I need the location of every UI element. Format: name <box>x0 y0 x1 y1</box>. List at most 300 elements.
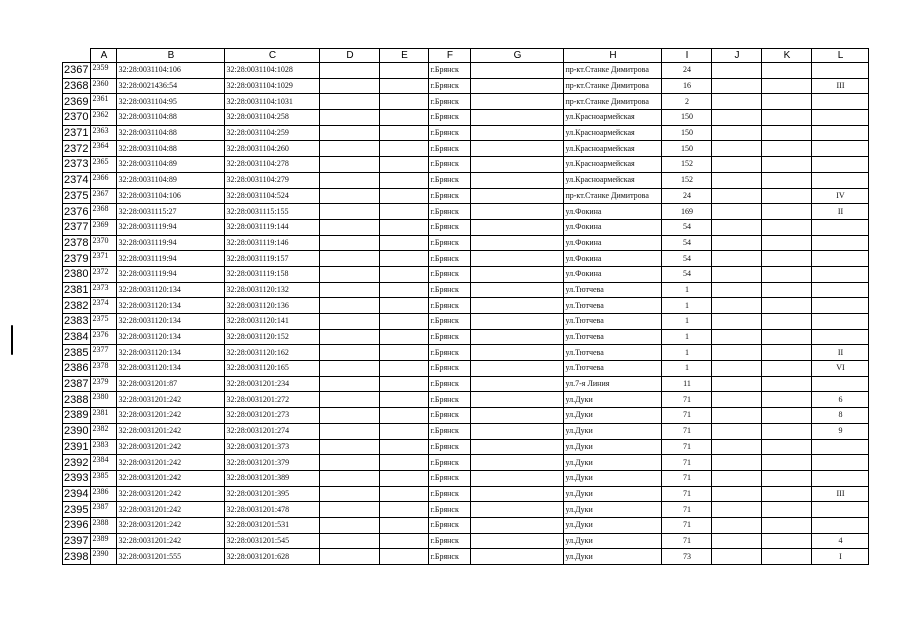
cell-j[interactable] <box>712 219 762 235</box>
cell-f[interactable]: г.Брянск <box>429 345 471 361</box>
cell-h[interactable]: ул.Фокина <box>564 204 662 220</box>
cell-a[interactable]: 2370 <box>91 235 117 251</box>
cell-g[interactable] <box>471 235 564 251</box>
cell-j[interactable] <box>712 204 762 220</box>
cell-a[interactable]: 2379 <box>91 376 117 392</box>
cell-d[interactable] <box>320 376 380 392</box>
cell-h[interactable]: ул.Дуки <box>564 502 662 518</box>
cell-c[interactable]: 32:28:0031201:272 <box>225 392 320 408</box>
cell-c[interactable]: 32:28:0031201:628 <box>225 549 320 565</box>
cell-l[interactable]: 4 <box>812 533 869 549</box>
cell-l[interactable] <box>812 219 869 235</box>
cell-a[interactable]: 2385 <box>91 470 117 486</box>
cell-e[interactable] <box>380 78 429 94</box>
cell-b[interactable]: 32:28:0031115:27 <box>117 204 225 220</box>
cell-i[interactable]: 71 <box>662 486 712 502</box>
cell-k[interactable] <box>762 470 812 486</box>
cell-k[interactable] <box>762 314 812 330</box>
cell-b[interactable]: 32:28:0031104:88 <box>117 110 225 126</box>
column-header-c[interactable]: C <box>225 49 320 63</box>
cell-f[interactable]: г.Брянск <box>429 361 471 377</box>
cell-j[interactable] <box>712 63 762 79</box>
cell-h[interactable]: ул.7-я Линия <box>564 376 662 392</box>
cell-e[interactable] <box>380 157 429 173</box>
cell-g[interactable] <box>471 251 564 267</box>
cell-h[interactable]: ул.Дуки <box>564 470 662 486</box>
cell-j[interactable] <box>712 78 762 94</box>
cell-b[interactable]: 32:28:0031201:242 <box>117 470 225 486</box>
cell-e[interactable] <box>380 188 429 204</box>
cell-j[interactable] <box>712 455 762 471</box>
cell-g[interactable] <box>471 63 564 79</box>
cell-c[interactable]: 32:28:0031201:273 <box>225 408 320 424</box>
cell-h[interactable]: пр-кт.Станке Димитрова <box>564 78 662 94</box>
cell-j[interactable] <box>712 392 762 408</box>
cell-k[interactable] <box>762 392 812 408</box>
cell-k[interactable] <box>762 502 812 518</box>
cell-i[interactable]: 24 <box>662 63 712 79</box>
row-number[interactable]: 2397 <box>63 533 91 549</box>
cell-i[interactable]: 1 <box>662 345 712 361</box>
cell-l[interactable] <box>812 298 869 314</box>
cell-k[interactable] <box>762 455 812 471</box>
cell-g[interactable] <box>471 455 564 471</box>
cell-l[interactable] <box>812 266 869 282</box>
cell-g[interactable] <box>471 502 564 518</box>
cell-d[interactable] <box>320 298 380 314</box>
column-header-l[interactable]: L <box>812 49 869 63</box>
cell-h[interactable]: ул.Фокина <box>564 251 662 267</box>
cell-j[interactable] <box>712 314 762 330</box>
cell-d[interactable] <box>320 251 380 267</box>
cell-k[interactable] <box>762 125 812 141</box>
cell-l[interactable]: 9 <box>812 423 869 439</box>
cell-e[interactable] <box>380 204 429 220</box>
cell-a[interactable]: 2378 <box>91 361 117 377</box>
cell-b[interactable]: 32:28:0031120:134 <box>117 314 225 330</box>
row-number[interactable]: 2387 <box>63 376 91 392</box>
cell-d[interactable] <box>320 486 380 502</box>
cell-g[interactable] <box>471 298 564 314</box>
cell-g[interactable] <box>471 517 564 533</box>
cell-d[interactable] <box>320 314 380 330</box>
cell-b[interactable]: 32:28:0031120:134 <box>117 345 225 361</box>
cell-b[interactable]: 32:28:0021436:54 <box>117 78 225 94</box>
cell-g[interactable] <box>471 125 564 141</box>
cell-d[interactable] <box>320 125 380 141</box>
cell-h[interactable]: ул.Фокина <box>564 219 662 235</box>
cell-j[interactable] <box>712 345 762 361</box>
column-header-b[interactable]: B <box>117 49 225 63</box>
cell-h[interactable]: ул.Тютчева <box>564 361 662 377</box>
row-number[interactable]: 2382 <box>63 298 91 314</box>
cell-k[interactable] <box>762 439 812 455</box>
cell-h[interactable]: ул.Тютчева <box>564 314 662 330</box>
cell-c[interactable]: 32:28:0031201:545 <box>225 533 320 549</box>
row-number[interactable]: 2372 <box>63 141 91 157</box>
row-number[interactable]: 2390 <box>63 423 91 439</box>
cell-a[interactable]: 2383 <box>91 439 117 455</box>
cell-l[interactable] <box>812 439 869 455</box>
cell-l[interactable] <box>812 470 869 486</box>
cell-d[interactable] <box>320 392 380 408</box>
row-number[interactable]: 2389 <box>63 408 91 424</box>
cell-j[interactable] <box>712 282 762 298</box>
cell-c[interactable]: 32:28:0031120:152 <box>225 329 320 345</box>
cell-d[interactable] <box>320 204 380 220</box>
cell-j[interactable] <box>712 110 762 126</box>
cell-b[interactable]: 32:28:0031104:106 <box>117 63 225 79</box>
cell-g[interactable] <box>471 188 564 204</box>
cell-c[interactable]: 32:28:0031104:278 <box>225 157 320 173</box>
cell-a[interactable]: 2376 <box>91 329 117 345</box>
cell-f[interactable]: г.Брянск <box>429 219 471 235</box>
cell-l[interactable] <box>812 110 869 126</box>
cell-g[interactable] <box>471 533 564 549</box>
cell-j[interactable] <box>712 94 762 110</box>
cell-g[interactable] <box>471 314 564 330</box>
cell-k[interactable] <box>762 266 812 282</box>
cell-a[interactable]: 2366 <box>91 172 117 188</box>
cell-k[interactable] <box>762 376 812 392</box>
cell-f[interactable]: г.Брянск <box>429 455 471 471</box>
cell-i[interactable]: 54 <box>662 235 712 251</box>
row-number[interactable]: 2398 <box>63 549 91 565</box>
cell-g[interactable] <box>471 282 564 298</box>
cell-c[interactable]: 32:28:0031120:141 <box>225 314 320 330</box>
cell-l[interactable]: 8 <box>812 408 869 424</box>
cell-b[interactable]: 32:28:0031201:242 <box>117 533 225 549</box>
cell-b[interactable]: 32:28:0031104:95 <box>117 94 225 110</box>
cell-b[interactable]: 32:28:0031119:94 <box>117 266 225 282</box>
cell-c[interactable]: 32:28:0031115:155 <box>225 204 320 220</box>
cell-l[interactable] <box>812 502 869 518</box>
cell-l[interactable] <box>812 282 869 298</box>
cell-b[interactable]: 32:28:0031120:134 <box>117 298 225 314</box>
cell-l[interactable] <box>812 235 869 251</box>
cell-b[interactable]: 32:28:0031104:106 <box>117 188 225 204</box>
cell-i[interactable]: 71 <box>662 392 712 408</box>
row-number[interactable]: 2395 <box>63 502 91 518</box>
row-number[interactable]: 2384 <box>63 329 91 345</box>
cell-i[interactable]: 150 <box>662 110 712 126</box>
cell-i[interactable]: 11 <box>662 376 712 392</box>
cell-h[interactable]: ул.Дуки <box>564 533 662 549</box>
cell-i[interactable]: 71 <box>662 439 712 455</box>
cell-f[interactable]: г.Брянск <box>429 329 471 345</box>
cell-e[interactable] <box>380 502 429 518</box>
cell-e[interactable] <box>380 486 429 502</box>
row-number[interactable]: 2376 <box>63 204 91 220</box>
cell-b[interactable]: 32:28:0031120:134 <box>117 361 225 377</box>
cell-d[interactable] <box>320 533 380 549</box>
cell-d[interactable] <box>320 266 380 282</box>
cell-a[interactable]: 2367 <box>91 188 117 204</box>
cell-g[interactable] <box>471 204 564 220</box>
cell-f[interactable]: г.Брянск <box>429 188 471 204</box>
cell-d[interactable] <box>320 188 380 204</box>
cell-f[interactable]: г.Брянск <box>429 470 471 486</box>
cell-c[interactable]: 32:28:0031201:234 <box>225 376 320 392</box>
cell-b[interactable]: 32:28:0031119:94 <box>117 251 225 267</box>
cell-f[interactable]: г.Брянск <box>429 376 471 392</box>
cell-h[interactable]: ул.Дуки <box>564 486 662 502</box>
cell-k[interactable] <box>762 282 812 298</box>
cell-d[interactable] <box>320 329 380 345</box>
cell-k[interactable] <box>762 235 812 251</box>
cell-f[interactable]: г.Брянск <box>429 204 471 220</box>
cell-g[interactable] <box>471 376 564 392</box>
cell-b[interactable]: 32:28:0031201:242 <box>117 408 225 424</box>
cell-c[interactable]: 32:28:0031104:1029 <box>225 78 320 94</box>
cell-i[interactable]: 152 <box>662 157 712 173</box>
cell-b[interactable]: 32:28:0031104:88 <box>117 125 225 141</box>
cell-f[interactable]: г.Брянск <box>429 235 471 251</box>
cell-f[interactable]: г.Брянск <box>429 486 471 502</box>
cell-e[interactable] <box>380 423 429 439</box>
cell-l[interactable] <box>812 517 869 533</box>
cell-k[interactable] <box>762 329 812 345</box>
cell-g[interactable] <box>471 361 564 377</box>
cell-l[interactable] <box>812 172 869 188</box>
cell-b[interactable]: 32:28:0031201:242 <box>117 486 225 502</box>
cell-e[interactable] <box>380 408 429 424</box>
cell-h[interactable]: ул.Дуки <box>564 408 662 424</box>
row-number[interactable]: 2367 <box>63 63 91 79</box>
cell-f[interactable]: г.Брянск <box>429 298 471 314</box>
cell-i[interactable]: 54 <box>662 251 712 267</box>
cell-f[interactable]: г.Брянск <box>429 533 471 549</box>
cell-j[interactable] <box>712 251 762 267</box>
cell-k[interactable] <box>762 517 812 533</box>
cell-e[interactable] <box>380 361 429 377</box>
cell-g[interactable] <box>471 110 564 126</box>
cell-c[interactable]: 32:28:0031119:144 <box>225 219 320 235</box>
row-number[interactable]: 2378 <box>63 235 91 251</box>
cell-g[interactable] <box>471 78 564 94</box>
cell-b[interactable]: 32:28:0031201:242 <box>117 455 225 471</box>
cell-c[interactable]: 32:28:0031104:258 <box>225 110 320 126</box>
cell-k[interactable] <box>762 298 812 314</box>
cell-b[interactable]: 32:28:0031104:89 <box>117 172 225 188</box>
cell-f[interactable]: г.Брянск <box>429 157 471 173</box>
cell-f[interactable]: г.Брянск <box>429 110 471 126</box>
cell-c[interactable]: 32:28:0031120:132 <box>225 282 320 298</box>
row-number[interactable]: 2393 <box>63 470 91 486</box>
cell-d[interactable] <box>320 157 380 173</box>
row-number[interactable]: 2386 <box>63 361 91 377</box>
cell-g[interactable] <box>471 94 564 110</box>
cell-l[interactable]: II <box>812 204 869 220</box>
cell-j[interactable] <box>712 502 762 518</box>
cell-e[interactable] <box>380 549 429 565</box>
cell-i[interactable]: 150 <box>662 125 712 141</box>
cell-c[interactable]: 32:28:0031119:146 <box>225 235 320 251</box>
cell-c[interactable]: 32:28:0031119:158 <box>225 266 320 282</box>
cell-c[interactable]: 32:28:0031201:274 <box>225 423 320 439</box>
cell-b[interactable]: 32:28:0031104:89 <box>117 157 225 173</box>
cell-a[interactable]: 2386 <box>91 486 117 502</box>
row-number[interactable]: 2371 <box>63 125 91 141</box>
row-number[interactable]: 2379 <box>63 251 91 267</box>
cell-a[interactable]: 2365 <box>91 157 117 173</box>
cell-h[interactable]: ул.Красноармейская <box>564 157 662 173</box>
cell-e[interactable] <box>380 392 429 408</box>
cell-e[interactable] <box>380 266 429 282</box>
cell-d[interactable] <box>320 361 380 377</box>
column-header-h[interactable]: H <box>564 49 662 63</box>
cell-g[interactable] <box>471 470 564 486</box>
cell-e[interactable] <box>380 141 429 157</box>
cell-j[interactable] <box>712 549 762 565</box>
cell-j[interactable] <box>712 517 762 533</box>
cell-c[interactable]: 32:28:0031119:157 <box>225 251 320 267</box>
cell-e[interactable] <box>380 298 429 314</box>
cell-d[interactable] <box>320 423 380 439</box>
cell-l[interactable] <box>812 141 869 157</box>
column-header-a[interactable]: A <box>91 49 117 63</box>
cell-c[interactable]: 32:28:0031201:373 <box>225 439 320 455</box>
row-number[interactable]: 2370 <box>63 110 91 126</box>
cell-g[interactable] <box>471 549 564 565</box>
cell-a[interactable]: 2384 <box>91 455 117 471</box>
cell-e[interactable] <box>380 439 429 455</box>
cell-l[interactable] <box>812 251 869 267</box>
cell-g[interactable] <box>471 439 564 455</box>
cell-j[interactable] <box>712 125 762 141</box>
cell-g[interactable] <box>471 423 564 439</box>
cell-e[interactable] <box>380 125 429 141</box>
cell-j[interactable] <box>712 266 762 282</box>
row-number[interactable]: 2388 <box>63 392 91 408</box>
cell-b[interactable]: 32:28:0031201:555 <box>117 549 225 565</box>
cell-a[interactable]: 2373 <box>91 282 117 298</box>
cell-d[interactable] <box>320 517 380 533</box>
cell-i[interactable]: 152 <box>662 172 712 188</box>
cell-j[interactable] <box>712 361 762 377</box>
cell-f[interactable]: г.Брянск <box>429 423 471 439</box>
cell-e[interactable] <box>380 314 429 330</box>
cell-i[interactable]: 54 <box>662 266 712 282</box>
cell-c[interactable]: 32:28:0031104:524 <box>225 188 320 204</box>
row-number[interactable]: 2394 <box>63 486 91 502</box>
cell-j[interactable] <box>712 470 762 486</box>
cell-f[interactable]: г.Брянск <box>429 549 471 565</box>
cell-b[interactable]: 32:28:0031201:242 <box>117 517 225 533</box>
cell-l[interactable] <box>812 94 869 110</box>
cell-a[interactable]: 2382 <box>91 423 117 439</box>
cell-d[interactable] <box>320 94 380 110</box>
cell-a[interactable]: 2389 <box>91 533 117 549</box>
cell-a[interactable]: 2364 <box>91 141 117 157</box>
cell-k[interactable] <box>762 533 812 549</box>
cell-h[interactable]: ул.Дуки <box>564 549 662 565</box>
cell-f[interactable]: г.Брянск <box>429 141 471 157</box>
cell-i[interactable]: 71 <box>662 517 712 533</box>
cell-c[interactable]: 32:28:0031201:379 <box>225 455 320 471</box>
cell-c[interactable]: 32:28:0031120:165 <box>225 361 320 377</box>
row-number[interactable]: 2396 <box>63 517 91 533</box>
cell-a[interactable]: 2371 <box>91 251 117 267</box>
cell-k[interactable] <box>762 549 812 565</box>
column-header-e[interactable]: E <box>380 49 429 63</box>
cell-f[interactable]: г.Брянск <box>429 408 471 424</box>
cell-e[interactable] <box>380 376 429 392</box>
cell-f[interactable]: г.Брянск <box>429 282 471 298</box>
row-number[interactable]: 2380 <box>63 266 91 282</box>
cell-g[interactable] <box>471 329 564 345</box>
cell-c[interactable]: 32:28:0031201:478 <box>225 502 320 518</box>
cell-i[interactable]: 71 <box>662 455 712 471</box>
cell-a[interactable]: 2361 <box>91 94 117 110</box>
cell-b[interactable]: 32:28:0031201:242 <box>117 502 225 518</box>
cell-a[interactable]: 2359 <box>91 63 117 79</box>
cell-f[interactable]: г.Брянск <box>429 125 471 141</box>
cell-b[interactable]: 32:28:0031120:134 <box>117 282 225 298</box>
cell-g[interactable] <box>471 408 564 424</box>
cell-f[interactable]: г.Брянск <box>429 63 471 79</box>
cell-b[interactable]: 32:28:0031201:242 <box>117 439 225 455</box>
cell-d[interactable] <box>320 455 380 471</box>
cell-a[interactable]: 2372 <box>91 266 117 282</box>
cell-f[interactable]: г.Брянск <box>429 172 471 188</box>
cell-b[interactable]: 32:28:0031201:242 <box>117 423 225 439</box>
cell-i[interactable]: 1 <box>662 329 712 345</box>
cell-k[interactable] <box>762 486 812 502</box>
cell-k[interactable] <box>762 157 812 173</box>
cell-a[interactable]: 2369 <box>91 219 117 235</box>
row-number[interactable]: 2383 <box>63 314 91 330</box>
cell-c[interactable]: 32:28:0031104:260 <box>225 141 320 157</box>
cell-l[interactable]: III <box>812 486 869 502</box>
cell-a[interactable]: 2390 <box>91 549 117 565</box>
cell-l[interactable]: 6 <box>812 392 869 408</box>
cell-b[interactable]: 32:28:0031201:87 <box>117 376 225 392</box>
row-number[interactable]: 2392 <box>63 455 91 471</box>
cell-i[interactable]: 71 <box>662 470 712 486</box>
cell-k[interactable] <box>762 345 812 361</box>
cell-h[interactable]: ул.Дуки <box>564 517 662 533</box>
cell-f[interactable]: г.Брянск <box>429 439 471 455</box>
cell-h[interactable]: ул.Тютчева <box>564 282 662 298</box>
cell-j[interactable] <box>712 141 762 157</box>
cell-j[interactable] <box>712 439 762 455</box>
cell-e[interactable] <box>380 94 429 110</box>
cell-i[interactable]: 71 <box>662 533 712 549</box>
cell-e[interactable] <box>380 63 429 79</box>
cell-i[interactable]: 71 <box>662 408 712 424</box>
cell-f[interactable]: г.Брянск <box>429 392 471 408</box>
cell-d[interactable] <box>320 141 380 157</box>
cell-j[interactable] <box>712 533 762 549</box>
row-number[interactable]: 2369 <box>63 94 91 110</box>
cell-e[interactable] <box>380 455 429 471</box>
cell-d[interactable] <box>320 110 380 126</box>
cell-k[interactable] <box>762 78 812 94</box>
cell-g[interactable] <box>471 172 564 188</box>
cell-h[interactable]: ул.Дуки <box>564 455 662 471</box>
cell-j[interactable] <box>712 157 762 173</box>
cell-g[interactable] <box>471 345 564 361</box>
cell-k[interactable] <box>762 63 812 79</box>
row-number[interactable]: 2374 <box>63 172 91 188</box>
column-header-j[interactable]: J <box>712 49 762 63</box>
cell-f[interactable]: г.Брянск <box>429 314 471 330</box>
cell-k[interactable] <box>762 110 812 126</box>
cell-h[interactable]: пр-кт.Станке Димитрова <box>564 63 662 79</box>
cell-a[interactable]: 2381 <box>91 408 117 424</box>
row-number[interactable]: 2373 <box>63 157 91 173</box>
